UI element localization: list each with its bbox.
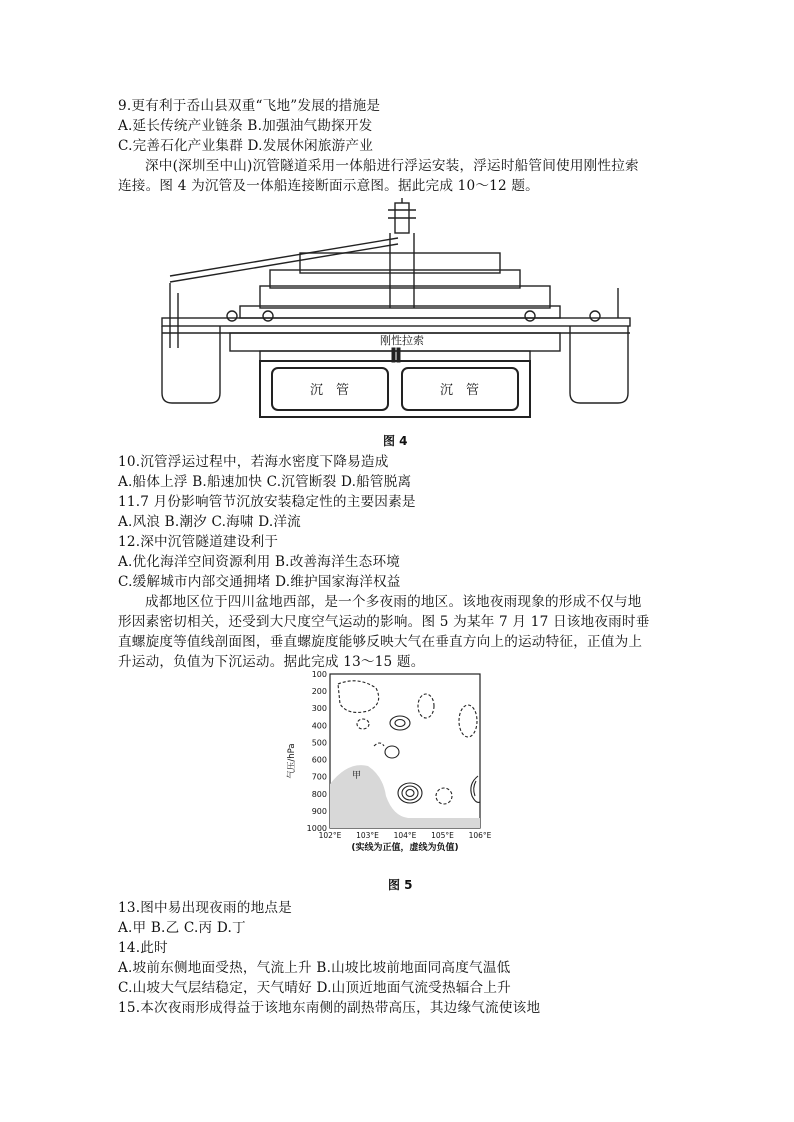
question-9-options-ab: A.延长传统产业链条 B.加强油气勘探开发 <box>118 118 373 134</box>
y-tick-label: 200 <box>311 687 327 697</box>
figure-4-caption: 图 4 <box>383 434 408 448</box>
tube-left-label: 沉 管 <box>310 383 350 398</box>
question-11-options: A.风浪 B.潮汐 C.海啸 D.洋流 <box>118 514 301 530</box>
figure-4-diagram <box>150 198 640 448</box>
y-tick-label: 400 <box>311 721 327 731</box>
x-tick-label: 105°E <box>431 831 454 840</box>
figure-5-caption: 图 5 <box>388 878 413 892</box>
question-14-options-ab: A.坡前东侧地面受热，气流上升 B.山坡比坡前地面同高度气温低 <box>118 960 511 976</box>
y-tick-label: 900 <box>311 806 327 816</box>
x-tick-label: 106°E <box>468 831 492 840</box>
point-jia-label: 甲 <box>352 771 362 781</box>
question-12: 12.深中沉管隧道建设利于 <box>118 534 279 550</box>
question-11: 11.7 月份影响管节沉放安装稳定性的主要因素是 <box>118 494 416 510</box>
cable-label: 刚性拉索 <box>380 334 424 347</box>
y-tick-label: 1000 <box>306 824 327 833</box>
passage-2-line-2: 形因素密切相关，还受到大尺度空气运动的影响。图 5 为某年 7 月 17 日该地夜雨时垂 <box>118 614 650 630</box>
question-10-options: A.船体上浮 B.船速加快 C.沉管断裂 D.船管脱离 <box>118 474 412 490</box>
question-14-options-cd: C.山坡大气层结稳定，天气晴好 D.山顶近地面气流受热辐合上升 <box>118 980 511 996</box>
y-tick-label: 600 <box>311 755 327 765</box>
question-12-options-cd: C.缓解城市内部交通拥堵 D.维护国家海洋权益 <box>118 574 401 590</box>
question-13: 13.图中易出现夜雨的地点是 <box>118 900 292 916</box>
question-10: 10.沉管浮运过程中，若海水密度下降易造成 <box>118 454 389 470</box>
question-9-options-cd: C.完善石化产业集群 D.发展休闲旅游产业 <box>118 138 373 154</box>
y-axis-label: 气压/hPa <box>287 743 297 779</box>
passage-2-line-3: 直螺旋度等值线剖面图，垂直螺旋度能够反映大气在垂直方向上的运动特征，正值为上 <box>118 634 643 650</box>
figure-5-diagram <box>268 666 508 856</box>
question-14: 14.此时 <box>118 940 168 956</box>
y-tick-label: 300 <box>311 704 327 714</box>
y-tick-label: 700 <box>311 772 327 782</box>
x-tick-label: 102°E <box>318 831 342 840</box>
y-tick-label: 500 <box>311 738 327 748</box>
question-9: 9.更有利于岙山县双重“飞地”发展的措施是 <box>118 98 381 114</box>
y-tick-label: 100 <box>311 670 327 679</box>
x-tick-label: 103°E <box>356 831 379 840</box>
passage-1-line-1: 深中(深圳至中山)沉管隧道采用一体船进行浮运安装，浮运时船管间使用刚性拉索 <box>145 158 639 174</box>
question-12-options-ab: A.优化海洋空间资源利用 B.改善海洋生态环境 <box>118 554 401 570</box>
tube-right-label: 沉 管 <box>440 383 480 398</box>
figure-5-note: (实线为正值，虚线为负值) <box>351 843 459 853</box>
question-15: 15.本次夜雨形成得益于该地东南侧的副热带高压，其边缘气流使该地 <box>118 1000 541 1016</box>
y-tick-label: 800 <box>311 789 327 799</box>
passage-2-line-4: 升运动，负值为下沉运动。据此完成 13～15 题。 <box>118 654 425 670</box>
passage-2-line-1: 成都地区位于四川盆地西部，是一个多夜雨的地区。该地夜雨现象的形成不仅与地 <box>145 594 642 610</box>
question-13-options: A.甲 B.乙 C.丙 D.丁 <box>118 920 246 936</box>
x-tick-label: 104°E <box>393 831 417 840</box>
passage-1-line-2: 连接。图 4 为沉管及一体船连接断面示意图。据此完成 10～12 题。 <box>118 178 539 194</box>
